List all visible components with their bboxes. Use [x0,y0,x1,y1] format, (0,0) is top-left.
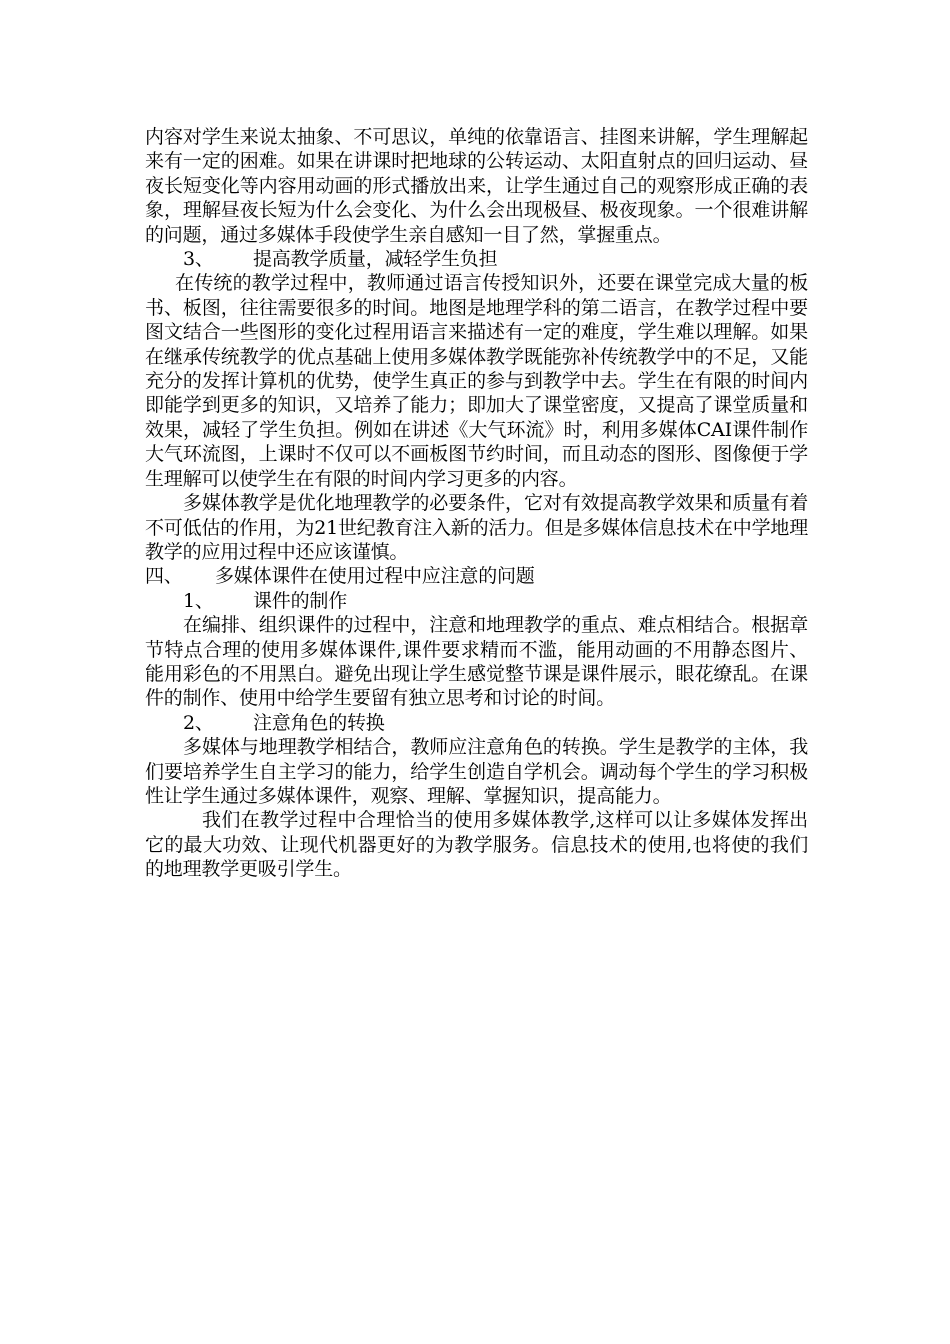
paragraph-conclusion: 我们在教学过程中合理恰当的使用多媒体教学,这样可以让多媒体发挥出它的最大功效、让现代机器更好的为教学服务。信息技术的使用,也将使的我们的地理教学更吸引学生。 [145,809,808,881]
paragraph-intro: 内容对学生来说太抽象、不可思议，单纯的依靠语言、挂图来讲解，学生理解起来有一定的困难。如果在讲课时把地球的公转运动、太阳直射点的回归运动、昼夜长短变化等内容用动画的形式播放出来，让学生通过自己的观察形成正确的表象，理解昼夜长短为什么会变化、为什么会出现极昼、极夜现象。一个很难讲解的问题，通过多媒体手段使学生亲自感知一目了然，掌握重点。 [145,126,808,246]
paragraph-role-change: 多媒体与地理教学相结合，教师应注意角色的转换。学生是教学的主体，我们要培养学生自主学习的能力，给学生创造自学机会。调动每个学生的学习积极性让学生通过多媒体课件，观察、理解、掌握知识，提高能力。 [145,736,808,807]
heading-section-4 [145,564,808,588]
heading-section-3 [145,247,808,271]
heading-number: 四、 [145,565,183,588]
paragraph-courseware-making: 在编排、组织课件的过程中，注意和地理教学的重点、难点相结合。根据章节特点合理的使用多媒体课件,课件要求精而不滥，能用动画的不用静态图片、能用彩色的不用黑白。避免出现让学生感觉整节课是课件展示，眼花缭乱。在课件的制作、使用中给学生要留有独立思考和讨论的时间。 [145,614,808,710]
heading-text: 提高教学质量，减轻学生负担 [253,248,498,271]
document-page [145,125,808,882]
heading-number: 2、 [183,711,214,734]
heading-text: 课件的制作 [253,589,348,612]
heading-number: 1、 [183,589,214,612]
heading-text: 多媒体课件在使用过程中应注意的问题 [215,565,535,588]
heading-number: 3、 [183,248,214,271]
paragraph-traditional-teaching: 在传统的教学过程中，教师通过语言传授知识外，还要在课堂完成大量的板书、板图，往往需要很多的时间。地图是地理学科的第二语言，在教学过程中要图文结合一些图形的变化过程用语言来描述有一定的难度，学生难以理解。如果在继承传统教学的优点基础上使用多媒体教学既能弥补传统教学中的不足，又能充分的发挥计算机的优势，使学生真正的参与到教学中去。学生在有限的时间内即能学到更多的知识，又培养了能力；即加大了课堂密度，又提高了课堂质量和效果，减轻了学生负担。例如在讲述《大气环流》时，利用多媒体CAI课件制作大气环流图，上课时不仅可以不画板图节约时间，而且动态的图形、图像便于学生理解可以使学生在有限的时间内学习更多的内容。 [145,272,808,490]
paragraph-multimedia-condition: 多媒体教学是优化地理教学的必要条件，它对有效提高教学效果和质量有着不可低估的作用，为21世纪教育注入新的活力。但是多媒体信息技术在中学地理教学的应用过程中还应该谨慎。 [145,492,808,563]
heading-section-4-1 [145,589,808,613]
heading-text: 注意角色的转换 [253,711,385,734]
heading-section-4-2 [145,711,808,735]
